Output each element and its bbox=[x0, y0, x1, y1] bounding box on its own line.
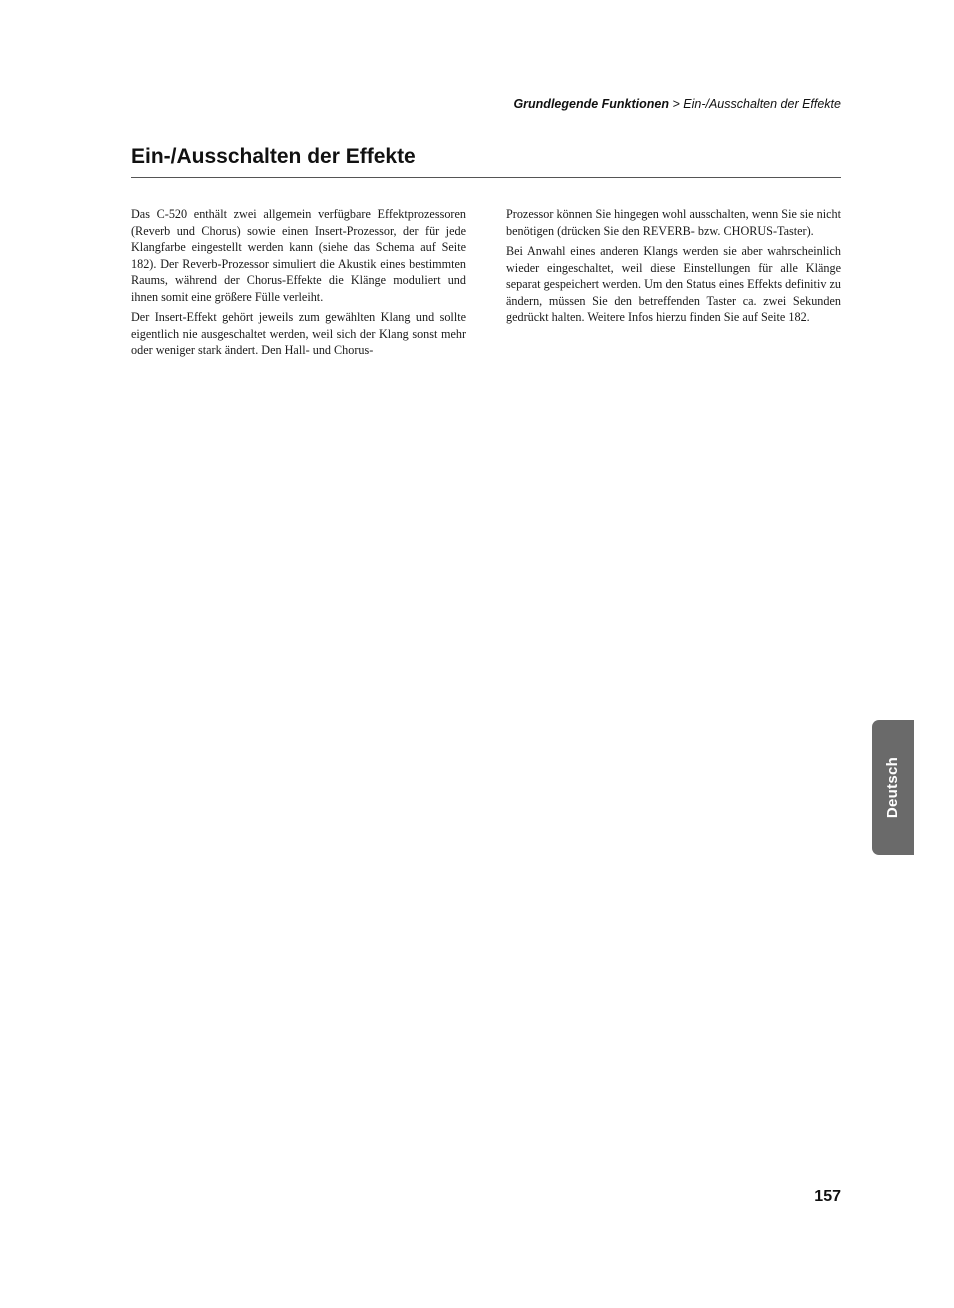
paragraph-effects-intro: Das C-520 enthält zwei allgemein verfügbare Effektprozessoren (Reverb und Chorus) sowie einen Insert-Prozessor, der für jede Klangfarbe eingestellt werden kann (siehe das Schema auf Seite 182). Der Reverb-Prozessor simuliert die Akustik eines bestimmten Raums, während der Chorus-Effekte die Klänge moduliert und ihnen somit eine größere Fülle verleiht. bbox=[131, 207, 466, 304]
paragraph-status-change: Bei Anwahl eines anderen Klangs werden sie aber wahrscheinlich wieder eingeschaltet, weil diese Einstellungen für alle Klänge separat gespeichert werden. Um den Status eines Effekts definitiv zu ändern, müssen Sie den betreffenden Taster ca. zwei Sekunden gedrückt halten. Weitere Infos hierzu finden Sie auf Seite 182. bbox=[506, 244, 841, 324]
running-header bbox=[513, 97, 841, 111]
page-number: 157 bbox=[814, 1188, 841, 1205]
language-tab bbox=[872, 720, 914, 855]
header-subsection: Ein-/Ausschalten der Effekte bbox=[683, 97, 841, 111]
title-divider bbox=[131, 177, 841, 178]
paragraph-insert-effect: Der Insert-Effekt gehört jeweils zum gewählten Klang und sollte eigentlich nie ausgeschaltet werden, weil sich der Klang sonst mehr oder weniger stark ändert. Den Hall- und Chorus- bbox=[131, 310, 466, 357]
text-column-right bbox=[506, 206, 841, 330]
header-section: Grundlegende Funktionen bbox=[513, 97, 670, 111]
text-column-left bbox=[131, 206, 466, 363]
page-title: Ein-/Ausschalten der Effekte bbox=[131, 145, 416, 168]
language-tab-label: Deutsch bbox=[884, 756, 902, 819]
paragraph-switch-off: Prozessor können Sie hingegen wohl ausschalten, wenn Sie sie nicht benötigen (drücken Sie den REVERB- bzw. CHORUS-Taster). bbox=[506, 207, 841, 238]
header-separator: > bbox=[669, 97, 684, 111]
